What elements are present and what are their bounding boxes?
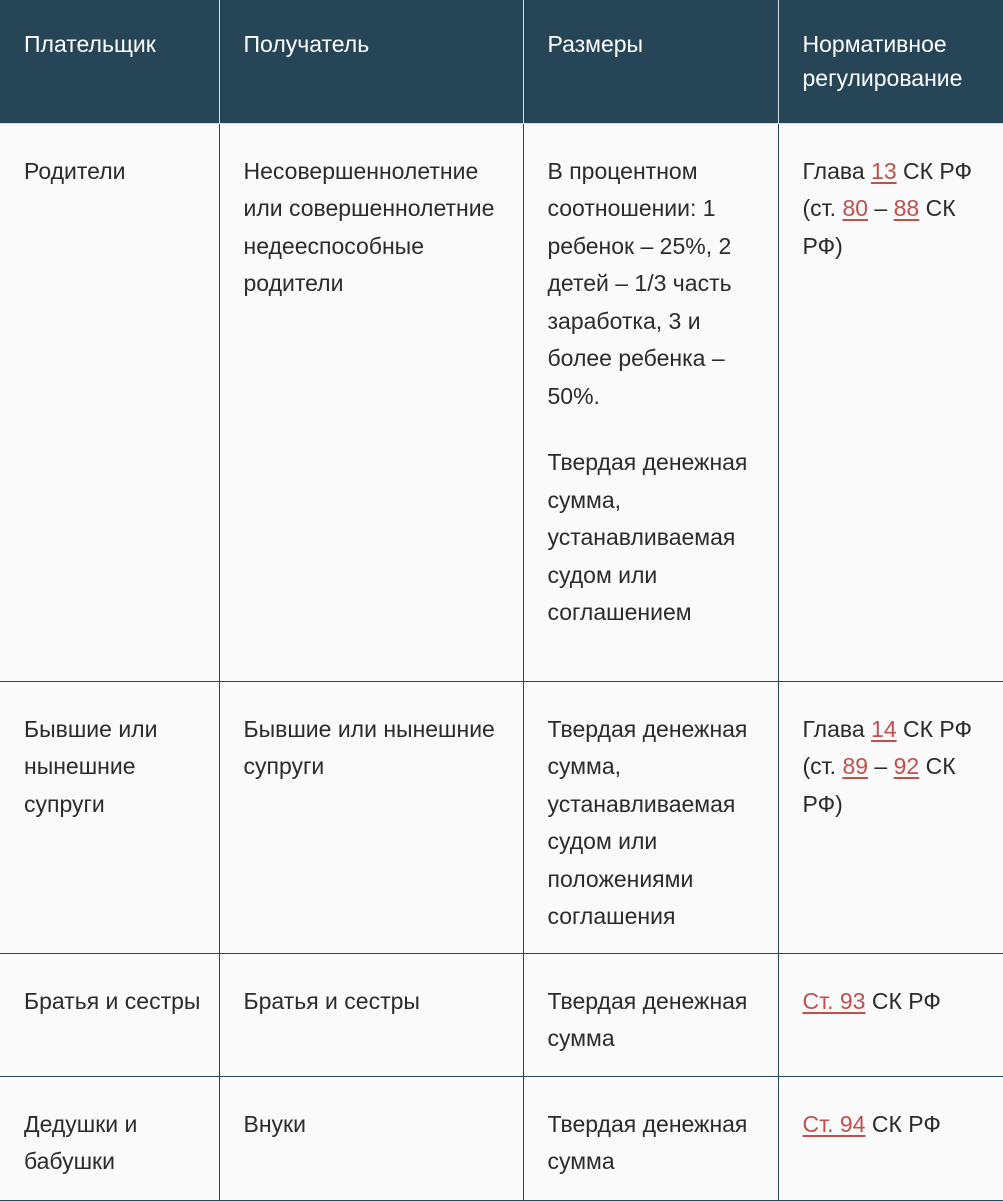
reg-text: СК РФ <box>865 1110 941 1137</box>
table-row <box>0 953 1003 1076</box>
size-paragraph-2: Твердая денежная сумма, устанавливаемая судом или соглашением <box>547 449 748 625</box>
header-recipient: Получатель <box>219 0 523 123</box>
size-paragraph: В процентном соотношении: 1 ребенок – 25%, 2 детей – 1/3 часть заработка, 3 и более ребенка – 50%. <box>547 157 732 409</box>
cell-regulation <box>778 953 1003 1076</box>
reg-text: СК РФ (ст. <box>802 715 972 779</box>
cell-size <box>523 1076 778 1200</box>
table-row <box>0 681 1003 953</box>
size-paragraph: Твердая денежная сумма <box>547 1110 748 1174</box>
reg-text: Глава <box>802 715 872 742</box>
chapter-14-link[interactable]: 14 <box>871 715 897 742</box>
header-payer: Плательщик <box>0 0 219 123</box>
table-row <box>0 123 1003 681</box>
cell-size <box>523 953 778 1076</box>
reg-text: Глава <box>802 157 872 184</box>
cell-recipient: Внуки <box>219 1076 523 1200</box>
header-regulation: Нормативное регулирование <box>778 0 1003 123</box>
reg-text: СК РФ) <box>802 753 956 817</box>
cell-size <box>523 681 778 953</box>
article-92-link[interactable]: 92 <box>893 753 920 779</box>
article-89-link[interactable]: 89 <box>842 753 869 779</box>
reg-text: СК РФ) <box>802 195 956 259</box>
article-80-link[interactable]: 80 <box>842 195 869 221</box>
cell-size <box>523 123 778 681</box>
cell-payer: Дедушки и бабушки <box>0 1076 219 1200</box>
cell-payer: Родители <box>0 123 219 681</box>
cell-payer: Бывшие или нынешние супруги <box>0 681 219 953</box>
table-header <box>0 0 1003 123</box>
reg-text: СК РФ (ст. <box>802 157 972 221</box>
reg-text: – <box>868 753 894 779</box>
cell-regulation <box>778 123 1003 681</box>
cell-recipient: Несовершеннолетние или совершеннолетние недееспособные родители <box>219 123 523 681</box>
size-paragraph: Твердая денежная сумма, устанавливаемая судом или положениями соглашения <box>547 715 748 929</box>
size-paragraph: Твердая денежная сумма <box>547 987 748 1051</box>
table-row <box>0 1076 1003 1200</box>
cell-regulation <box>778 1076 1003 1200</box>
reg-text: – <box>868 195 894 221</box>
header-size: Размеры <box>523 0 778 123</box>
chapter-13-link[interactable]: 13 <box>871 157 897 184</box>
cell-recipient: Бывшие или нынешние супруги <box>219 681 523 953</box>
cell-regulation <box>778 681 1003 953</box>
reg-text: СК РФ <box>865 987 941 1014</box>
article-88-link[interactable]: 88 <box>893 195 920 221</box>
cell-payer: Братья и сестры <box>0 953 219 1076</box>
article-94-link[interactable]: Ст. 94 <box>802 1110 866 1137</box>
article-93-link[interactable]: Ст. 93 <box>802 987 866 1014</box>
cell-recipient: Братья и сестры <box>219 953 523 1076</box>
